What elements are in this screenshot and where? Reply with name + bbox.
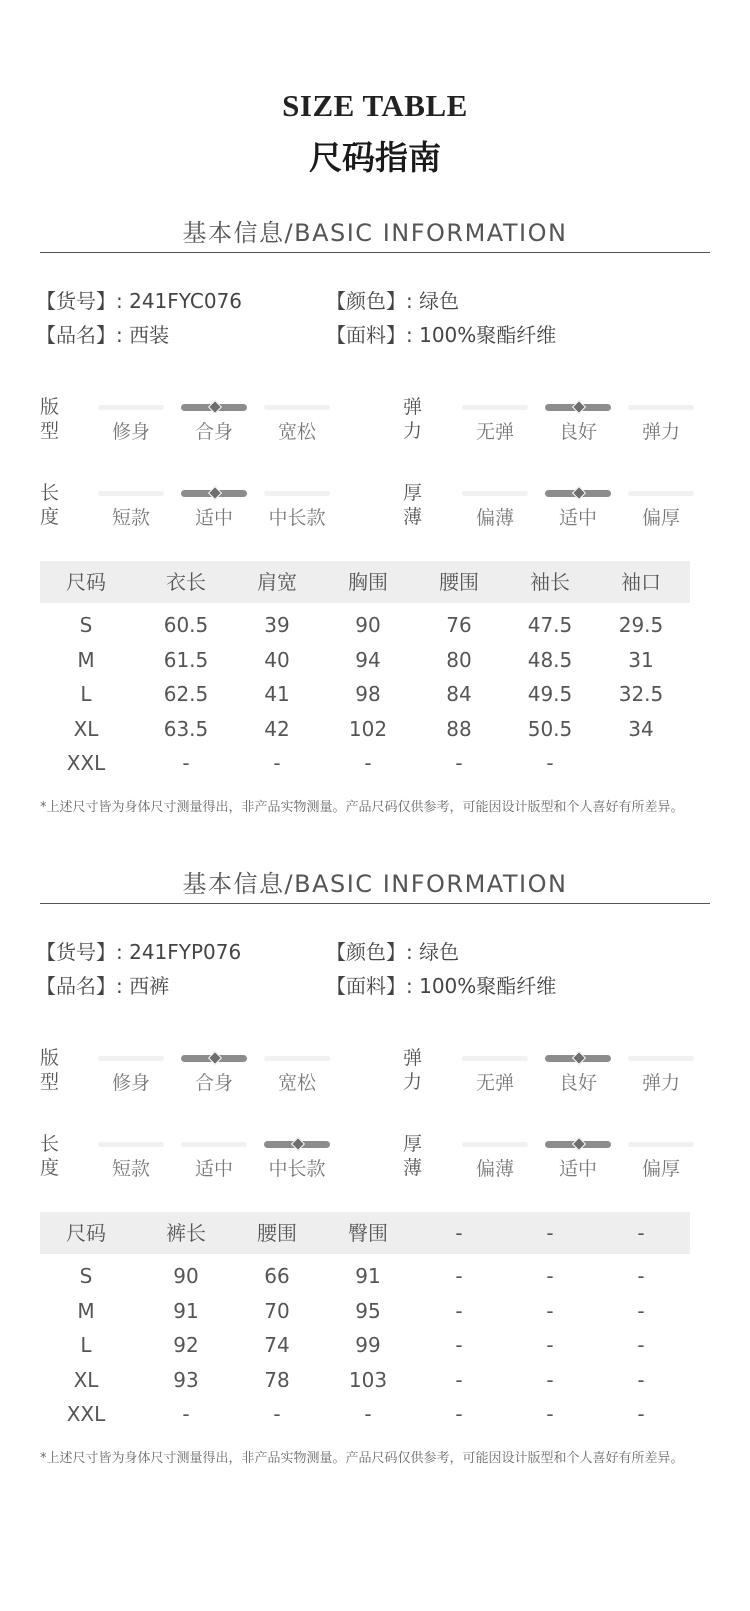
- scale-label: 厚薄: [403, 482, 423, 528]
- page-title-en: SIZE TABLE: [282, 88, 468, 123]
- table-cell: 39: [264, 613, 290, 637]
- scale-option: 合身: [194, 1072, 233, 1094]
- scale-option: 中长款: [268, 507, 326, 529]
- scale-indicator-selected: [181, 1055, 247, 1062]
- scale-label: 厚薄: [403, 1133, 423, 1179]
- scale-track: [462, 1056, 528, 1061]
- scale-track: [628, 405, 694, 410]
- table-cell: 84: [446, 682, 472, 706]
- scale-indicator-selected: [545, 1141, 611, 1148]
- table-cell: 48.5: [527, 647, 573, 672]
- table-cell: -: [637, 1298, 645, 1323]
- table-cell: -: [546, 751, 554, 775]
- scale-option: 偏厚: [641, 1158, 680, 1180]
- scale-track: [98, 491, 164, 496]
- table-cell: 91: [173, 1298, 199, 1323]
- table-cell: -: [637, 1402, 645, 1426]
- table-header-cell: -: [455, 1221, 463, 1245]
- scale-track: [264, 405, 330, 410]
- table-cell: 94: [355, 647, 381, 672]
- table-header-cell: 裤长: [166, 1221, 206, 1245]
- scale-label: 弹力: [403, 396, 423, 442]
- scale-track: [628, 1056, 694, 1061]
- table-cell: 34: [628, 716, 654, 741]
- item-number: 【货号】: 241FYC076: [36, 289, 243, 313]
- scale-indicator-selected: [545, 490, 611, 497]
- table-cell: 40: [264, 647, 290, 672]
- scale-option: 无弹: [475, 1072, 514, 1094]
- table-cell: -: [455, 1367, 463, 1392]
- scale-option: 弹力: [641, 1072, 680, 1094]
- scale-label: 长度: [40, 1133, 60, 1179]
- table-cell: 32.5: [618, 682, 664, 706]
- scale-track: [628, 491, 694, 496]
- table-cell: -: [637, 1367, 645, 1392]
- table-cell: -: [455, 1264, 463, 1288]
- table-cell: -: [455, 1402, 463, 1426]
- table-cell: -: [273, 751, 281, 775]
- table-cell: -: [455, 1333, 463, 1357]
- scale-option: 适中: [558, 1158, 597, 1180]
- scale-indicator-selected: [264, 1141, 330, 1148]
- scale-option: 修身: [111, 1072, 150, 1094]
- scale-option: 适中: [194, 1158, 233, 1180]
- item-number: 【货号】: 241FYP076: [36, 940, 242, 964]
- table-header-cell: -: [637, 1221, 645, 1245]
- scale-option: 修身: [111, 421, 150, 443]
- item-color: 【颜色】: 绿色: [326, 940, 460, 964]
- table-cell: 62.5: [163, 682, 209, 706]
- table-cell: L: [80, 682, 92, 706]
- scale-label: 版型: [40, 1047, 60, 1093]
- section-divider: [40, 252, 710, 253]
- scale-option: 宽松: [277, 1072, 316, 1094]
- table-cell: -: [546, 1298, 554, 1323]
- scale-track: [98, 1142, 164, 1147]
- scale-option: 良好: [558, 1072, 597, 1094]
- table-cell: -: [273, 1402, 281, 1426]
- table-cell: 78: [264, 1367, 290, 1392]
- scale-track: [98, 1056, 164, 1061]
- table-cell: 93: [173, 1367, 199, 1392]
- scale-indicator-selected: [545, 404, 611, 411]
- table-cell: -: [455, 1298, 463, 1323]
- item-fabric: 【面料】: 100%聚酯纤维: [326, 974, 557, 998]
- table-cell: 49.5: [527, 682, 573, 706]
- table-header-cell: 胸围: [348, 570, 388, 594]
- disclaimer-note: *上述尺寸皆为身体尺寸测量得出，非产品实物测量。产品尺码仅供参考，可能因设计版型和个人喜好有所差异。: [40, 800, 684, 815]
- table-cell: 50.5: [527, 716, 573, 741]
- table-header-cell: 臀围: [348, 1221, 388, 1245]
- disclaimer-note: *上述尺寸皆为身体尺寸测量得出，非产品实物测量。产品尺码仅供参考，可能因设计版型和个人喜好有所差异。: [40, 1451, 684, 1466]
- table-header-cell: 腰围: [257, 1221, 297, 1245]
- scale-option: 偏薄: [475, 1158, 514, 1180]
- table-header-cell: 肩宽: [257, 570, 297, 594]
- scale-option: 无弹: [475, 421, 514, 443]
- table-header-cell: 袖长: [530, 570, 570, 594]
- scale-track: [462, 405, 528, 410]
- scale-label: 长度: [40, 482, 60, 528]
- table-cell: S: [79, 1264, 93, 1288]
- table-cell: 80: [446, 647, 472, 672]
- table-cell: M: [77, 647, 95, 672]
- item-name: 【品名】: 西装: [36, 323, 170, 347]
- table-cell: 41: [264, 682, 290, 706]
- scale-indicator-selected: [545, 1055, 611, 1062]
- scale-track: [264, 491, 330, 496]
- table-cell: -: [455, 751, 463, 775]
- table-cell: M: [77, 1298, 95, 1323]
- scale-track: [462, 491, 528, 496]
- table-cell: 61.5: [163, 647, 209, 672]
- table-cell: -: [182, 751, 190, 775]
- table-header-cell: 尺码: [66, 1221, 106, 1245]
- table-cell: -: [364, 1402, 372, 1426]
- scale-option: 良好: [558, 421, 597, 443]
- page-title-cn: 尺码指南: [309, 138, 441, 177]
- table-cell: -: [182, 1402, 190, 1426]
- table-cell: 90: [355, 613, 381, 637]
- scale-track: [462, 1142, 528, 1147]
- size-section: [0, 869, 750, 1529]
- table-cell: -: [546, 1264, 554, 1288]
- scale-option: 短款: [111, 507, 150, 529]
- scale-option: 宽松: [277, 421, 316, 443]
- table-cell: 91: [355, 1264, 381, 1288]
- scale-option: 适中: [558, 507, 597, 529]
- table-cell: 63.5: [163, 716, 209, 741]
- table-cell: -: [546, 1367, 554, 1392]
- table-cell: 42: [264, 716, 290, 741]
- section-heading: 基本信息/BASIC INFORMATION: [182, 219, 568, 247]
- table-cell: 74: [264, 1333, 290, 1357]
- table-cell: 47.5: [527, 613, 573, 637]
- scale-option: 偏厚: [641, 507, 680, 529]
- table-cell: -: [364, 751, 372, 775]
- table-cell: 92: [173, 1333, 199, 1357]
- section-heading: 基本信息/BASIC INFORMATION: [182, 870, 568, 898]
- scale-track: [98, 405, 164, 410]
- scale-indicator-selected: [181, 404, 247, 411]
- table-cell: -: [637, 1264, 645, 1288]
- table-cell: XL: [73, 1367, 99, 1392]
- table-cell: 29.5: [618, 613, 664, 637]
- table-header-cell: 衣长: [166, 570, 206, 594]
- scale-indicator-selected: [181, 490, 247, 497]
- table-cell: XL: [73, 716, 99, 741]
- table-cell: 76: [446, 613, 472, 637]
- table-cell: S: [79, 613, 93, 637]
- table-cell: 90: [173, 1264, 199, 1288]
- table-cell: 70: [264, 1298, 290, 1323]
- item-fabric: 【面料】: 100%聚酯纤维: [326, 323, 557, 347]
- table-cell: XXL: [66, 1402, 106, 1426]
- item-color: 【颜色】: 绿色: [326, 289, 460, 313]
- table-cell: 102: [348, 716, 388, 741]
- scale-option: 短款: [111, 1158, 150, 1180]
- table-cell: 98: [355, 682, 381, 706]
- table-cell: 66: [264, 1264, 290, 1288]
- scale-option: 弹力: [641, 421, 680, 443]
- table-header-cell: -: [546, 1221, 554, 1245]
- scale-option: 适中: [194, 507, 233, 529]
- item-name: 【品名】: 西裤: [36, 974, 170, 998]
- table-cell: 103: [348, 1367, 388, 1392]
- scale-option: 中长款: [268, 1158, 326, 1180]
- table-cell: 60.5: [163, 613, 209, 637]
- table-cell: 99: [355, 1333, 381, 1357]
- scale-label: 弹力: [403, 1047, 423, 1093]
- scale-option: 合身: [194, 421, 233, 443]
- scale-track: [181, 1142, 247, 1147]
- scale-track: [264, 1056, 330, 1061]
- table-cell: 95: [355, 1298, 381, 1323]
- table-cell: XXL: [66, 751, 106, 775]
- scale-option: 偏薄: [475, 507, 514, 529]
- table-cell: L: [80, 1333, 92, 1357]
- table-cell: 88: [446, 716, 472, 741]
- table-cell: 31: [628, 647, 654, 672]
- table-header-cell: 腰围: [439, 570, 479, 594]
- scale-label: 版型: [40, 396, 60, 442]
- table-cell: -: [637, 1333, 645, 1357]
- table-cell: -: [546, 1402, 554, 1426]
- scale-track: [628, 1142, 694, 1147]
- section-divider: [40, 903, 710, 904]
- table-header-cell: 尺码: [66, 570, 106, 594]
- size-section: [0, 218, 750, 878]
- table-cell: -: [546, 1333, 554, 1357]
- table-header-cell: 袖口: [621, 570, 661, 594]
